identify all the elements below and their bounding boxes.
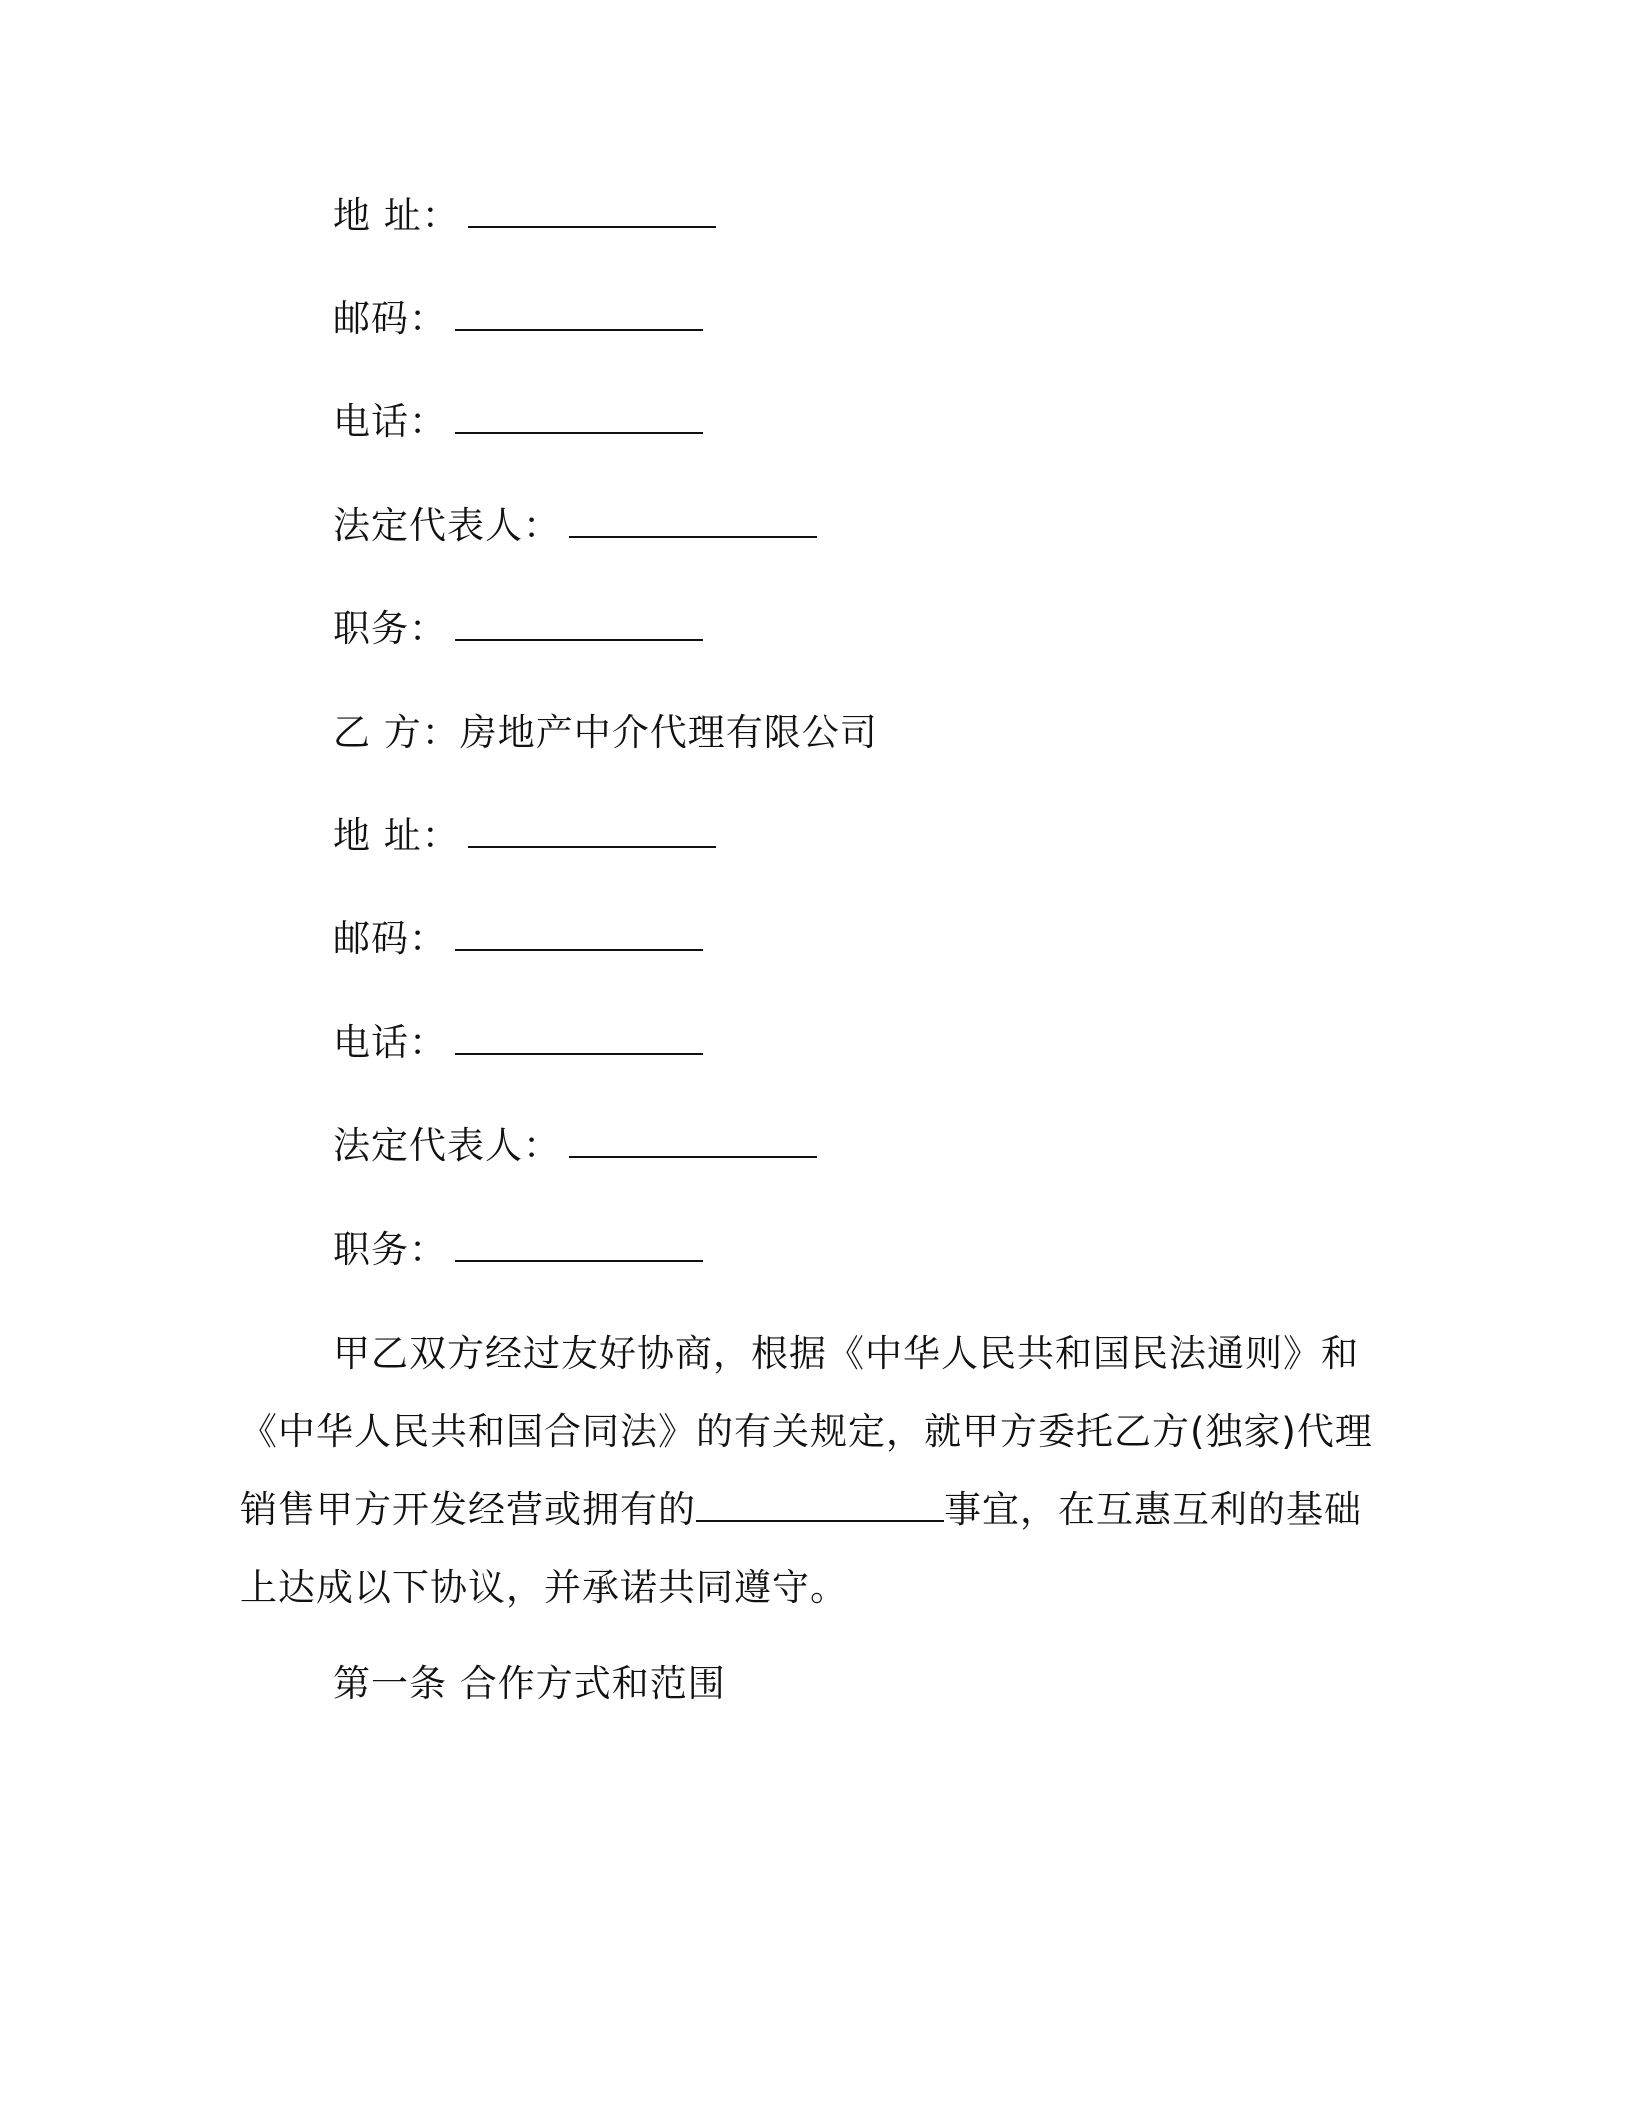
party-a-address-label: 地 址：	[333, 194, 460, 237]
party-b-address-line	[333, 812, 716, 860]
party-b-postcode-label: 邮码：	[333, 917, 447, 960]
intro-text-part1: 甲乙双方经过友好协商，根据《中华人民共和国民法通则》和《中华人民共和国合同法》的有关规定，就甲方委托乙方(独家)代理销售甲方开发经营或拥有的	[240, 1332, 1373, 1531]
intro-text-part2: 事宜，在互惠互利的基础上达成以下协议，并承诺共同遵守。	[240, 1488, 1362, 1609]
party-a-phone-blank	[455, 398, 703, 434]
party-a-address-blank	[468, 192, 716, 228]
party-a-postcode-blank	[455, 295, 703, 331]
party-b-postcode-line	[333, 915, 703, 963]
party-a-phone-label: 电话：	[333, 400, 447, 443]
party-b-phone-line	[333, 1019, 703, 1067]
party-b-address-label: 地 址：	[333, 814, 460, 857]
party-b-position-blank	[455, 1226, 703, 1262]
intro-property-blank	[696, 1490, 944, 1522]
party-a-postcode-label: 邮码：	[333, 297, 447, 340]
party-b-legal-rep-line	[333, 1122, 817, 1170]
party-b-position-label: 职务：	[333, 1228, 447, 1271]
party-a-position-label: 职务：	[333, 607, 447, 650]
party-a-postcode-line	[333, 295, 703, 343]
party-b-phone-blank	[455, 1019, 703, 1055]
party-a-position-blank	[455, 605, 703, 641]
party-a-legal-rep-line	[333, 502, 817, 550]
party-b-header: 乙 方：房地产中介代理有限公司	[333, 711, 878, 754]
party-a-address-line	[333, 192, 716, 240]
party-b-postcode-blank	[455, 915, 703, 951]
intro-paragraph	[240, 1315, 1390, 1627]
party-a-legal-rep-blank	[569, 502, 817, 538]
party-b-phone-label: 电话：	[333, 1021, 447, 1064]
party-b-address-blank	[468, 812, 716, 848]
party-a-phone-line	[333, 398, 703, 446]
party-b-legal-rep-blank	[569, 1122, 817, 1158]
party-a-position-line	[333, 605, 703, 653]
party-b-position-line	[333, 1226, 703, 1274]
party-b-legal-rep-label: 法定代表人：	[333, 1124, 561, 1167]
article-1-title: 第一条 合作方式和范围	[333, 1662, 726, 1705]
party-a-legal-rep-label: 法定代表人：	[333, 504, 561, 547]
